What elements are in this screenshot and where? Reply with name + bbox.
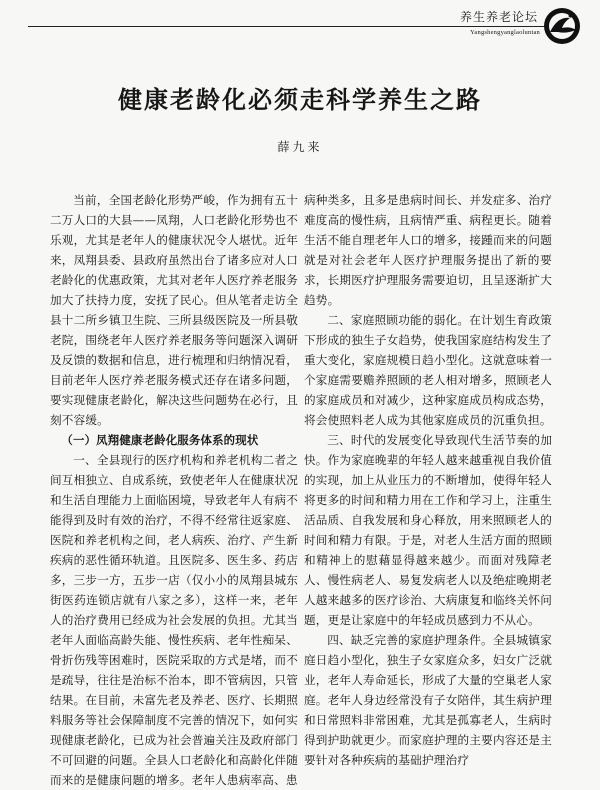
header-rule — [28, 26, 548, 27]
body-paragraph: 病种类多，且多是患病时间长、并发症多、治疗难度高的慢性病，且病情严重、病程更长。随着生活不能自理老年人口的增多，接踵而来的问题就是对社会老年人医疗护理服务提出了新的要求，长期医疗护理服务需要迫切，且呈逐渐扩大趋势。 — [304, 193, 552, 307]
body-paragraph: 一、全县现行的医疗机构和养老机构二者之间互相独立、自成系统，致使老年人在健康状况和生活自理能力上面临困境，导致老年人有病不能得到及时有效的治疗，不得不经常往返家庭、医院和养老机构之间，老人病疾、治疗、产生新疾病的恶性循环轨道。且医院多、医生多、药店多，三步一方，五步一店（仅小小的凤翔县城东街医药连锁店就有八家之多），这样一来，老年人的治疗费用已经成为社会发展的负担。尤其当老年人面临高龄失能、慢性疾病、老年性痴呆、骨折伤残等困难时，医院采取的方式是堵，而不是疏导，往往是治标不治本，即不管病因，只管结果。在目前，未富先老及养老、医疗、长期照料服务等社会保障制度不完善的情况下，如何实现健康老龄化，已成为社会普遍关注及政府部门不可回避的问题。全县人口老龄化和高龄化伴随而来的是健康问题的增多。老年人患病率高、患 — [50, 453, 298, 787]
body-paragraph: 当前，全国老龄化形势严峻，作为拥有五十二万人口的大县——凤翔，人口老龄化形势也不乐观，尤其是老年人的健康状况令人堪忧。近年来，凤翔县委、县政府虽然出台了诸多应对人口老龄化的优惠政策，尤其对老年人医疗养老服务加大了扶持力度，安抚了民心。但从笔者走访全县十二所乡镇卫生院、三所县级医院及一所县敬老院，围绕老年人医疗养老服务等问题深入调研及反馈的数据和信息，进行梳理和归纳情况看，目前老年人医疗养老服务模式还存在诸多问题，要实现健康老龄化，解决这些问题势在必行，且刻不容缓。 — [50, 193, 298, 427]
body-paragraph: 四、缺乏完善的家庭护理条件。全县城镇家庭日趋小型化，独生子女家庭众多，妇女广泛就业，老年人寿命延长，形成了大量的空巢老人家庭。老年人身边经常没有子女陪伴，其生病护理和日常照料非常困难，尤其是孤寡老人，生病时得到护助就更少。而家庭护理的主要内容还是主要针对各种疾病的基础护理治疗 — [304, 633, 552, 767]
section-heading: （一）凤翔健康老龄化服务体系的现状 — [61, 433, 259, 447]
left-column — [50, 190, 298, 787]
body-paragraph: 二、家庭照顾功能的弱化。在计划生育政策下形成的独生子女趋势，使我国家庭结构发生了重大变化，家庭规模日趋小型化。这就意味着一个家庭需要赡养照顾的老人相对增多，照顾老人的家庭成员和对减少，这种家庭成员构成态势，将会使照料老人成为其他家庭成员的沉重负担。 — [304, 313, 552, 427]
page-header — [0, 0, 600, 52]
article-title: 健康老龄化必须走科学养生之路 — [118, 86, 482, 114]
body-paragraph: 三、时代的发展变化导致现代生活节奏的加快。作为家庭晚辈的年轻人越来越重视自我价值的实现，加上从业压力的不断增加，使得年轻人将更多的时间和精力用在工作和学习上，注重生活品质、自我发展和身心释放，用来照顾老人的时间和精力有限。于是，对老人生活方面的照顾和精神上的慰藉显得越来越少。而面对残障老人、慢性病老人、易复发病老人以及绝症晚期老人越来越多的医疗诊治、大病康复和临终关怀问题，更是让家庭中的年轻成员感到力不从心。 — [304, 433, 552, 627]
section-name: 养生养老论坛 — [459, 10, 538, 24]
article-author: 薛九来 — [277, 140, 323, 154]
section-pinyin: Yangshengyanglaoluntan — [470, 29, 540, 36]
right-column — [304, 190, 552, 767]
crane-emblem-icon — [540, 6, 584, 46]
